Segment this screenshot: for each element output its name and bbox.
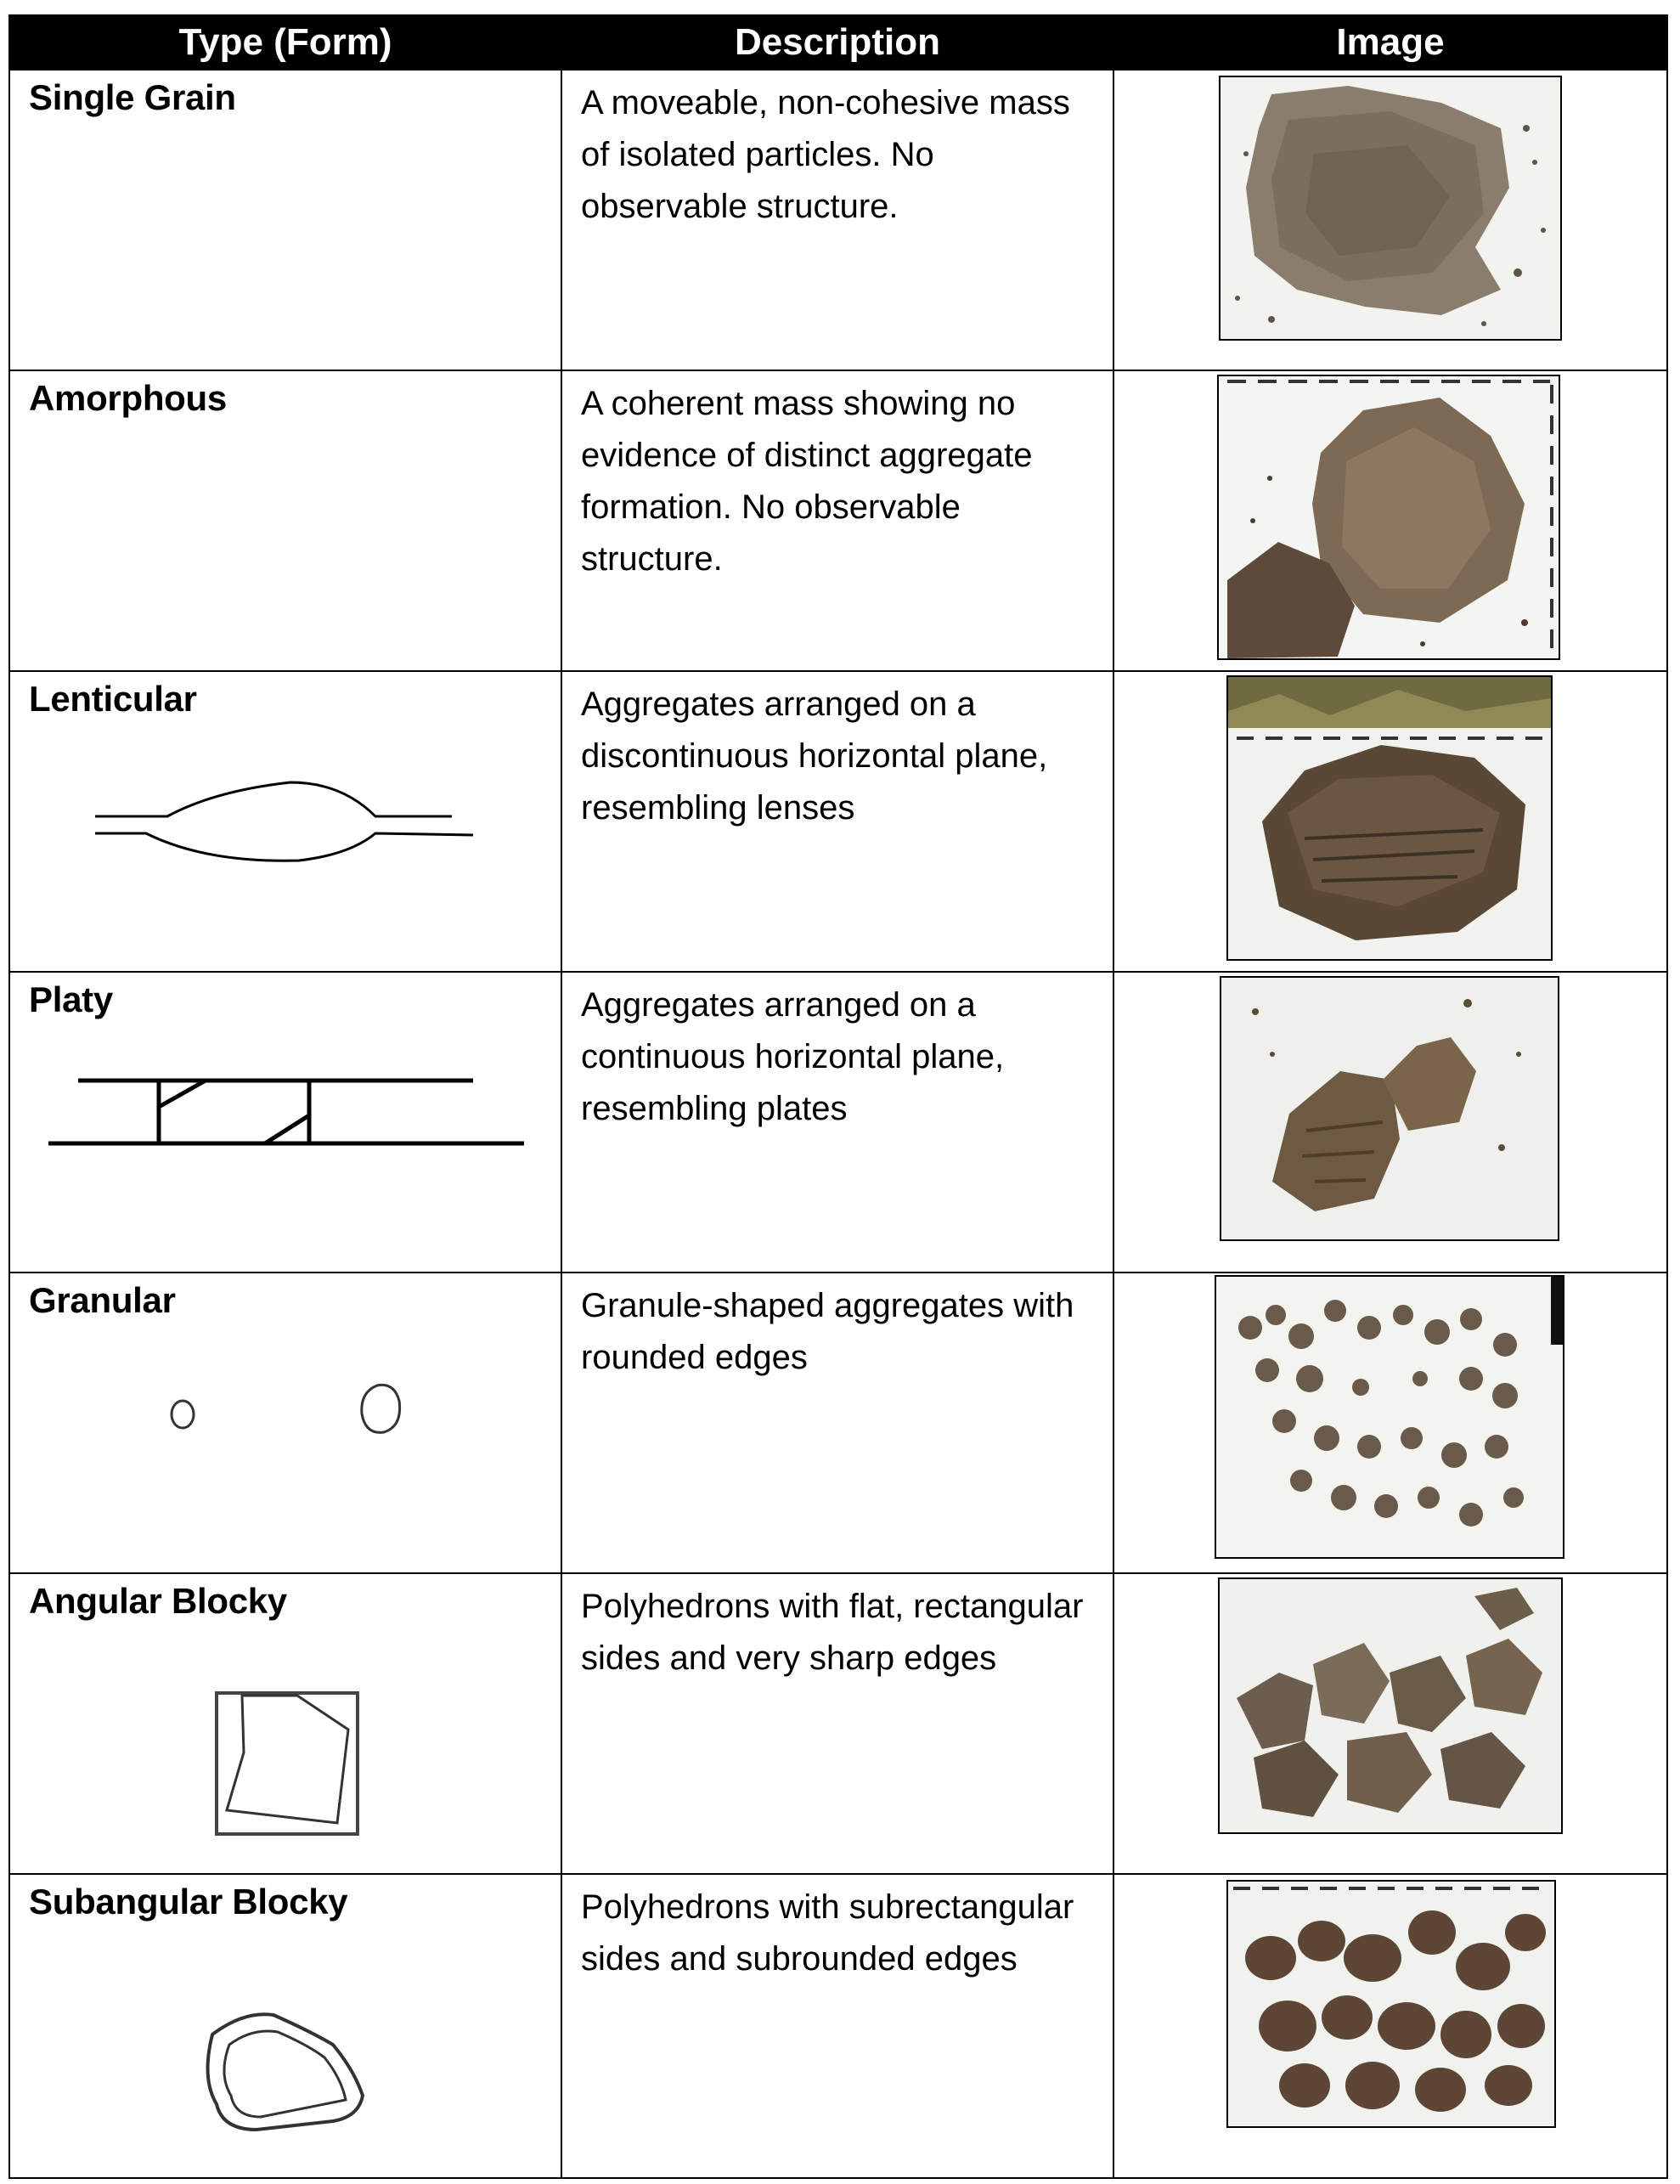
image-cell xyxy=(1113,671,1667,972)
image-cell xyxy=(1113,70,1667,370)
description-cell xyxy=(561,70,1113,370)
description-cell xyxy=(561,671,1113,972)
subangular-block-sketch xyxy=(10,1875,561,2174)
description-text: Granule-shaped aggregates with rounded edges xyxy=(581,1287,1074,1376)
header-image: Image xyxy=(1113,15,1667,70)
table-row xyxy=(9,671,1667,972)
massive-soil-clod-photo xyxy=(1217,375,1560,660)
table-row xyxy=(9,1573,1667,1874)
table-row xyxy=(9,1874,1667,2178)
lenticular-soil-photo xyxy=(1226,675,1553,961)
image-cell xyxy=(1113,1573,1667,1874)
type-cell xyxy=(9,972,561,1273)
type-name: Subangular Blocky xyxy=(29,1882,348,1922)
header-type: Type (Form) xyxy=(9,15,561,70)
header-row xyxy=(9,15,1667,70)
type-name: Single Grain xyxy=(29,77,236,117)
table-row xyxy=(9,70,1667,370)
angular-block-sketch xyxy=(10,1574,561,1873)
description-cell xyxy=(561,370,1113,671)
table-row xyxy=(9,1273,1667,1573)
type-cell xyxy=(9,671,561,972)
description-cell xyxy=(561,972,1113,1273)
granular-soil-photo xyxy=(1215,1275,1564,1559)
description-cell xyxy=(561,1273,1113,1573)
description-text: Aggregates arranged on a continuous horizontal plane, resembling plates xyxy=(581,986,1005,1127)
type-name: Platy xyxy=(29,979,113,1019)
description-cell xyxy=(561,1573,1113,1874)
type-cell xyxy=(9,370,561,671)
description-text: Polyhedrons with subrectangular sides and subrounded edges xyxy=(581,1888,1074,1978)
image-cell xyxy=(1113,1273,1667,1573)
description-text: Polyhedrons with flat, rectangular sides and very sharp edges xyxy=(581,1588,1084,1677)
type-name: Granular xyxy=(29,1280,176,1320)
table-row xyxy=(9,370,1667,671)
type-cell xyxy=(9,1273,561,1573)
lens-shape-sketch xyxy=(10,672,561,971)
image-cell xyxy=(1113,1874,1667,2178)
type-cell xyxy=(9,1874,561,2178)
type-name: Lenticular xyxy=(29,679,197,719)
image-cell xyxy=(1113,972,1667,1273)
plates-sketch xyxy=(10,973,561,1272)
platy-soil-photo xyxy=(1220,976,1559,1241)
type-name: Amorphous xyxy=(29,378,227,418)
table-row xyxy=(9,972,1667,1273)
subangular-blocky-soil-photo xyxy=(1226,1880,1556,2128)
header-description: Description xyxy=(561,15,1113,70)
angular-blocky-soil-photo xyxy=(1218,1577,1563,1834)
loose-grain-soil-photo xyxy=(1219,76,1562,341)
type-name: Angular Blocky xyxy=(29,1581,287,1621)
description-text: Aggregates arranged on a discontinuous horizontal plane, resembling lenses xyxy=(581,686,1048,827)
description-text: A moveable, non-cohesive mass of isolated particles. No observable structure. xyxy=(581,84,1070,225)
granules-sketch xyxy=(10,1273,561,1572)
description-cell xyxy=(561,1874,1113,2178)
description-text: A coherent mass showing no evidence of distinct aggregate formation. No observable structure. xyxy=(581,385,1033,578)
type-cell xyxy=(9,1573,561,1874)
type-cell xyxy=(9,70,561,370)
soil-structure-table xyxy=(8,14,1668,2179)
image-cell xyxy=(1113,370,1667,671)
